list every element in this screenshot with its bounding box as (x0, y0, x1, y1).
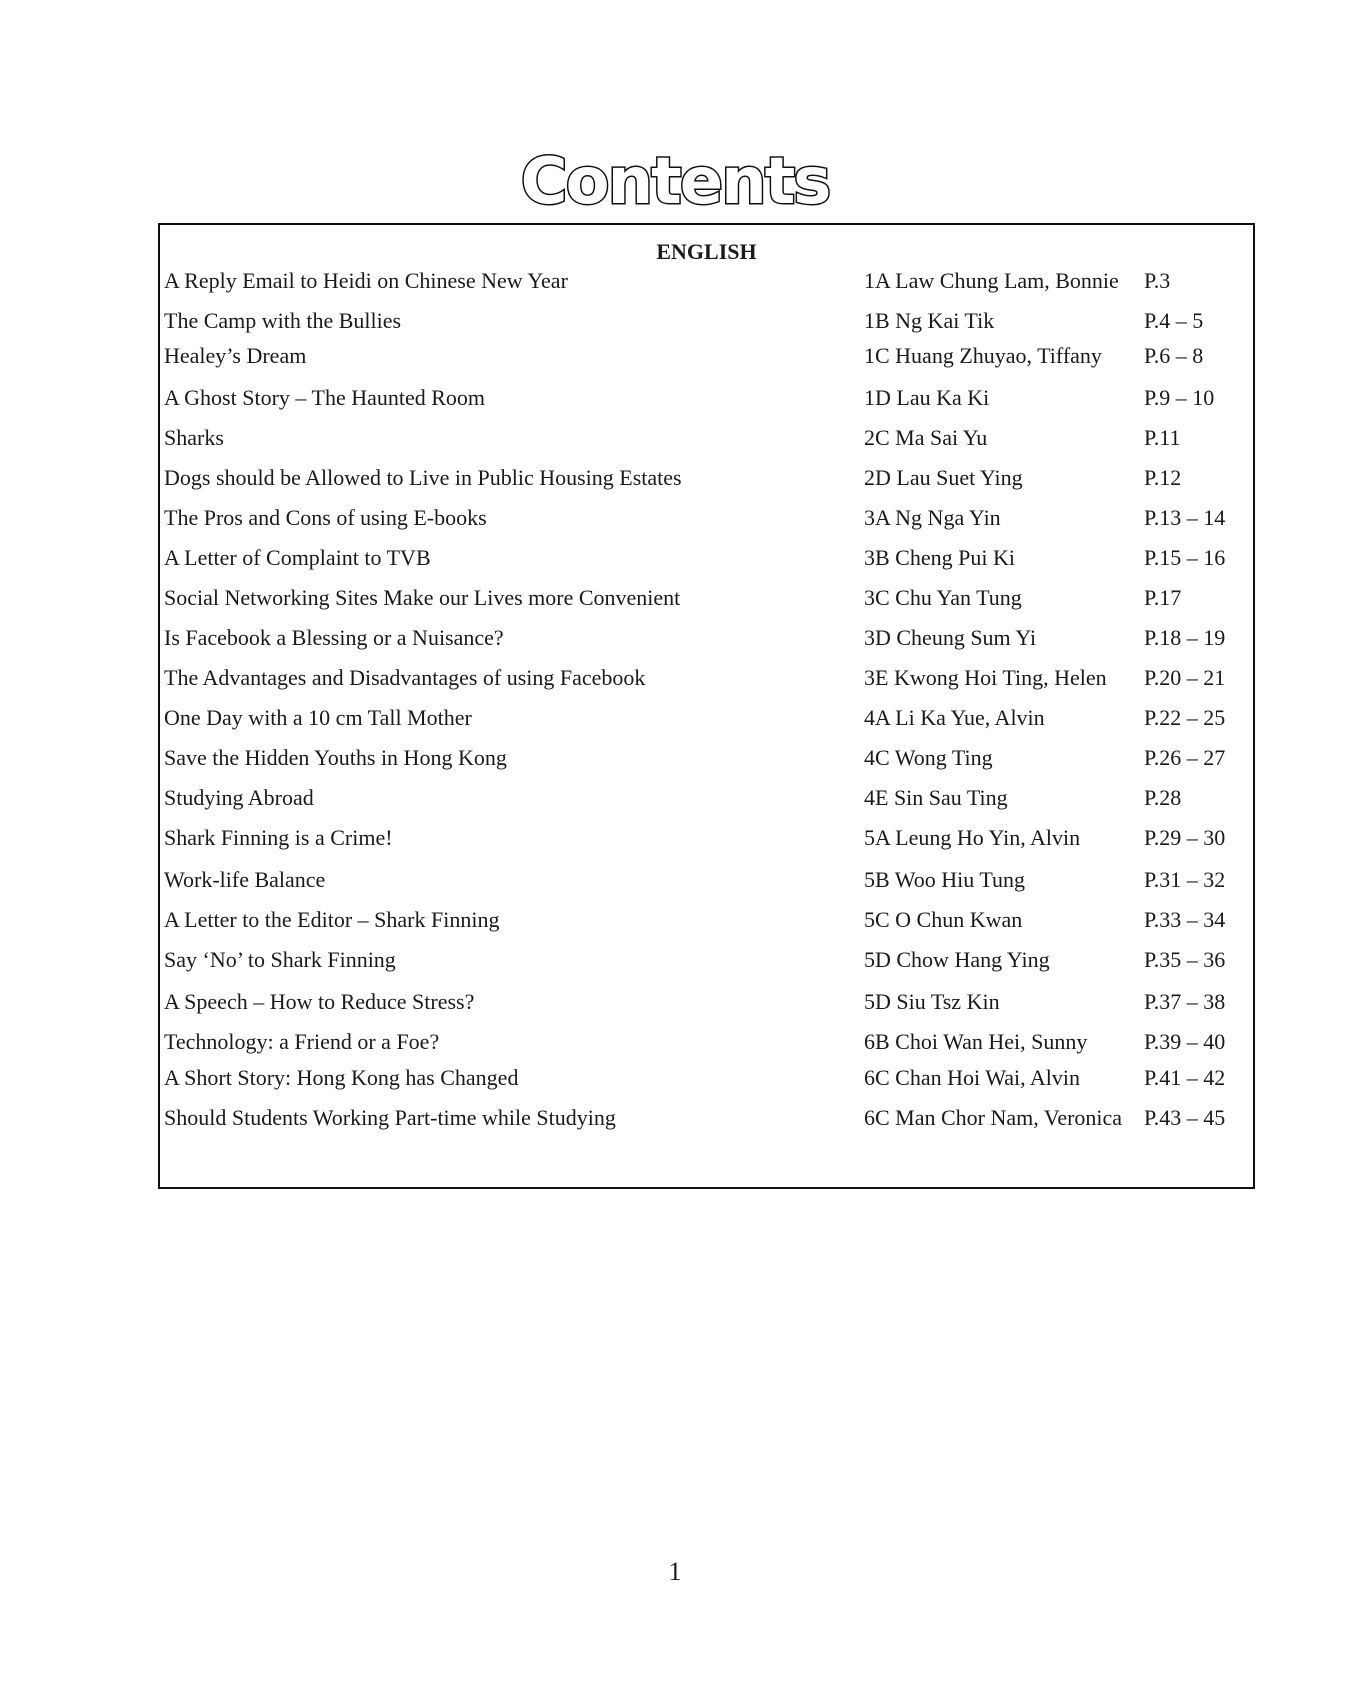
entry-pages: P.9 – 10 (1144, 385, 1215, 410)
entry-pages: P.31 – 32 (1144, 867, 1226, 892)
entry-pages: P.20 – 21 (1144, 665, 1226, 690)
contents-row (160, 545, 1253, 575)
entry-author: 1C Huang Zhuyao, Tiffany (864, 343, 1102, 368)
entry-author: 3D Cheung Sum Yi (864, 625, 1037, 650)
entry-author: 4A Li Ka Yue, Alvin (864, 705, 1045, 730)
entry-title: One Day with a 10 cm Tall Mother (164, 705, 472, 730)
contents-row (160, 425, 1253, 455)
page-title: Contents (520, 145, 830, 219)
entry-title: Dogs should be Allowed to Live in Public Housing Estates (164, 465, 682, 490)
entry-author: 5D Chow Hang Ying (864, 947, 1050, 972)
entry-pages: P.17 (1144, 585, 1182, 610)
entry-title: The Camp with the Bullies (164, 308, 402, 333)
entry-pages: P.37 – 38 (1144, 989, 1226, 1014)
entry-title: Is Facebook a Blessing or a Nuisance? (164, 625, 504, 650)
entry-title: A Letter of Complaint to TVB (164, 545, 431, 570)
entry-pages: P.22 – 25 (1144, 705, 1226, 730)
entry-pages: P.28 (1144, 785, 1182, 810)
entry-pages: P.43 – 45 (1144, 1105, 1226, 1130)
page-number: 1 (668, 1557, 682, 1586)
entry-title: A Letter to the Editor – Shark Finning (164, 907, 500, 932)
entry-author: 5D Siu Tsz Kin (864, 989, 1000, 1014)
entry-pages: P.18 – 19 (1144, 625, 1226, 650)
entry-pages: P.29 – 30 (1144, 825, 1226, 850)
contents-row (160, 308, 1253, 338)
contents-row (160, 705, 1253, 735)
entry-pages: P.41 – 42 (1144, 1065, 1226, 1090)
entry-author: 3B Cheng Pui Ki (864, 545, 1015, 570)
contents-table (158, 223, 1255, 1189)
contents-row (160, 385, 1253, 415)
contents-row (160, 947, 1253, 977)
entry-title: A Short Story: Hong Kong has Changed (164, 1065, 519, 1090)
entry-pages: P.26 – 27 (1144, 745, 1226, 770)
entry-author: 5B Woo Hiu Tung (864, 867, 1026, 892)
entry-author: 3C Chu Yan Tung (864, 585, 1022, 610)
entry-pages: P.35 – 36 (1144, 947, 1226, 972)
entry-pages: P.6 – 8 (1144, 343, 1204, 368)
entry-author: 5C O Chun Kwan (864, 907, 1023, 932)
entry-author: 6C Man Chor Nam, Veronica (864, 1105, 1123, 1130)
entry-title: Save the Hidden Youths in Hong Kong (164, 745, 507, 770)
contents-row (160, 465, 1253, 495)
contents-row (160, 505, 1253, 535)
entry-author: 5A Leung Ho Yin, Alvin (864, 825, 1081, 850)
entry-pages: P.33 – 34 (1144, 907, 1226, 932)
entry-author: 1A Law Chung Lam, Bonnie (864, 268, 1119, 293)
entry-author: 1D Lau Ka Ki (864, 385, 990, 410)
entry-pages: P.11 (1144, 425, 1181, 450)
entry-pages: P.3 (1144, 268, 1171, 293)
contents-row (160, 665, 1253, 695)
entry-author: 1B Ng Kai Tik (864, 308, 995, 333)
contents-row (160, 343, 1253, 373)
entry-title: Shark Finning is a Crime! (164, 825, 393, 850)
entry-author: 3E Kwong Hoi Ting, Helen (864, 665, 1107, 690)
entry-title: Work-life Balance (164, 867, 326, 892)
entry-title: The Pros and Cons of using E-books (164, 505, 487, 530)
entry-author: 4E Sin Sau Ting (864, 785, 1008, 810)
entry-title: Sharks (164, 425, 224, 450)
contents-row (160, 585, 1253, 615)
contents-row (160, 867, 1253, 897)
section-heading: ENGLISH (656, 239, 757, 264)
contents-row (160, 268, 1253, 298)
entry-title: A Ghost Story – The Haunted Room (164, 385, 486, 410)
entry-title: Say ‘No’ to Shark Finning (164, 947, 396, 972)
entry-title: Healey’s Dream (164, 343, 307, 368)
entry-author: 6B Choi Wan Hei, Sunny (864, 1029, 1088, 1054)
contents-row (160, 1029, 1253, 1059)
entry-pages: P.4 – 5 (1144, 308, 1204, 333)
contents-row (160, 1065, 1253, 1095)
entry-pages: P.13 – 14 (1144, 505, 1226, 530)
contents-row (160, 785, 1253, 815)
entry-title: The Advantages and Disadvantages of using Facebook (164, 665, 646, 690)
entry-author: 6C Chan Hoi Wai, Alvin (864, 1065, 1080, 1090)
contents-row (160, 989, 1253, 1019)
entry-author: 2D Lau Suet Ying (864, 465, 1023, 490)
entry-title: A Reply Email to Heidi on Chinese New Year (164, 268, 568, 293)
contents-row (160, 825, 1253, 855)
contents-row (160, 625, 1253, 655)
entry-title: Social Networking Sites Make our Lives more Convenient (164, 585, 681, 610)
entry-author: 2C Ma Sai Yu (864, 425, 988, 450)
entry-title: Technology: a Friend or a Foe? (164, 1029, 440, 1054)
entry-author: 3A Ng Nga Yin (864, 505, 1001, 530)
contents-row (160, 1105, 1253, 1135)
entry-pages: P.39 – 40 (1144, 1029, 1226, 1054)
entry-pages: P.12 (1144, 465, 1182, 490)
entry-pages: P.15 – 16 (1144, 545, 1226, 570)
entry-author: 4C Wong Ting (864, 745, 993, 770)
entry-title: Should Students Working Part-time while Studying (164, 1105, 616, 1130)
contents-row (160, 907, 1253, 937)
contents-row (160, 745, 1253, 775)
entry-title: Studying Abroad (164, 785, 314, 810)
entry-title: A Speech – How to Reduce Stress? (164, 989, 475, 1014)
